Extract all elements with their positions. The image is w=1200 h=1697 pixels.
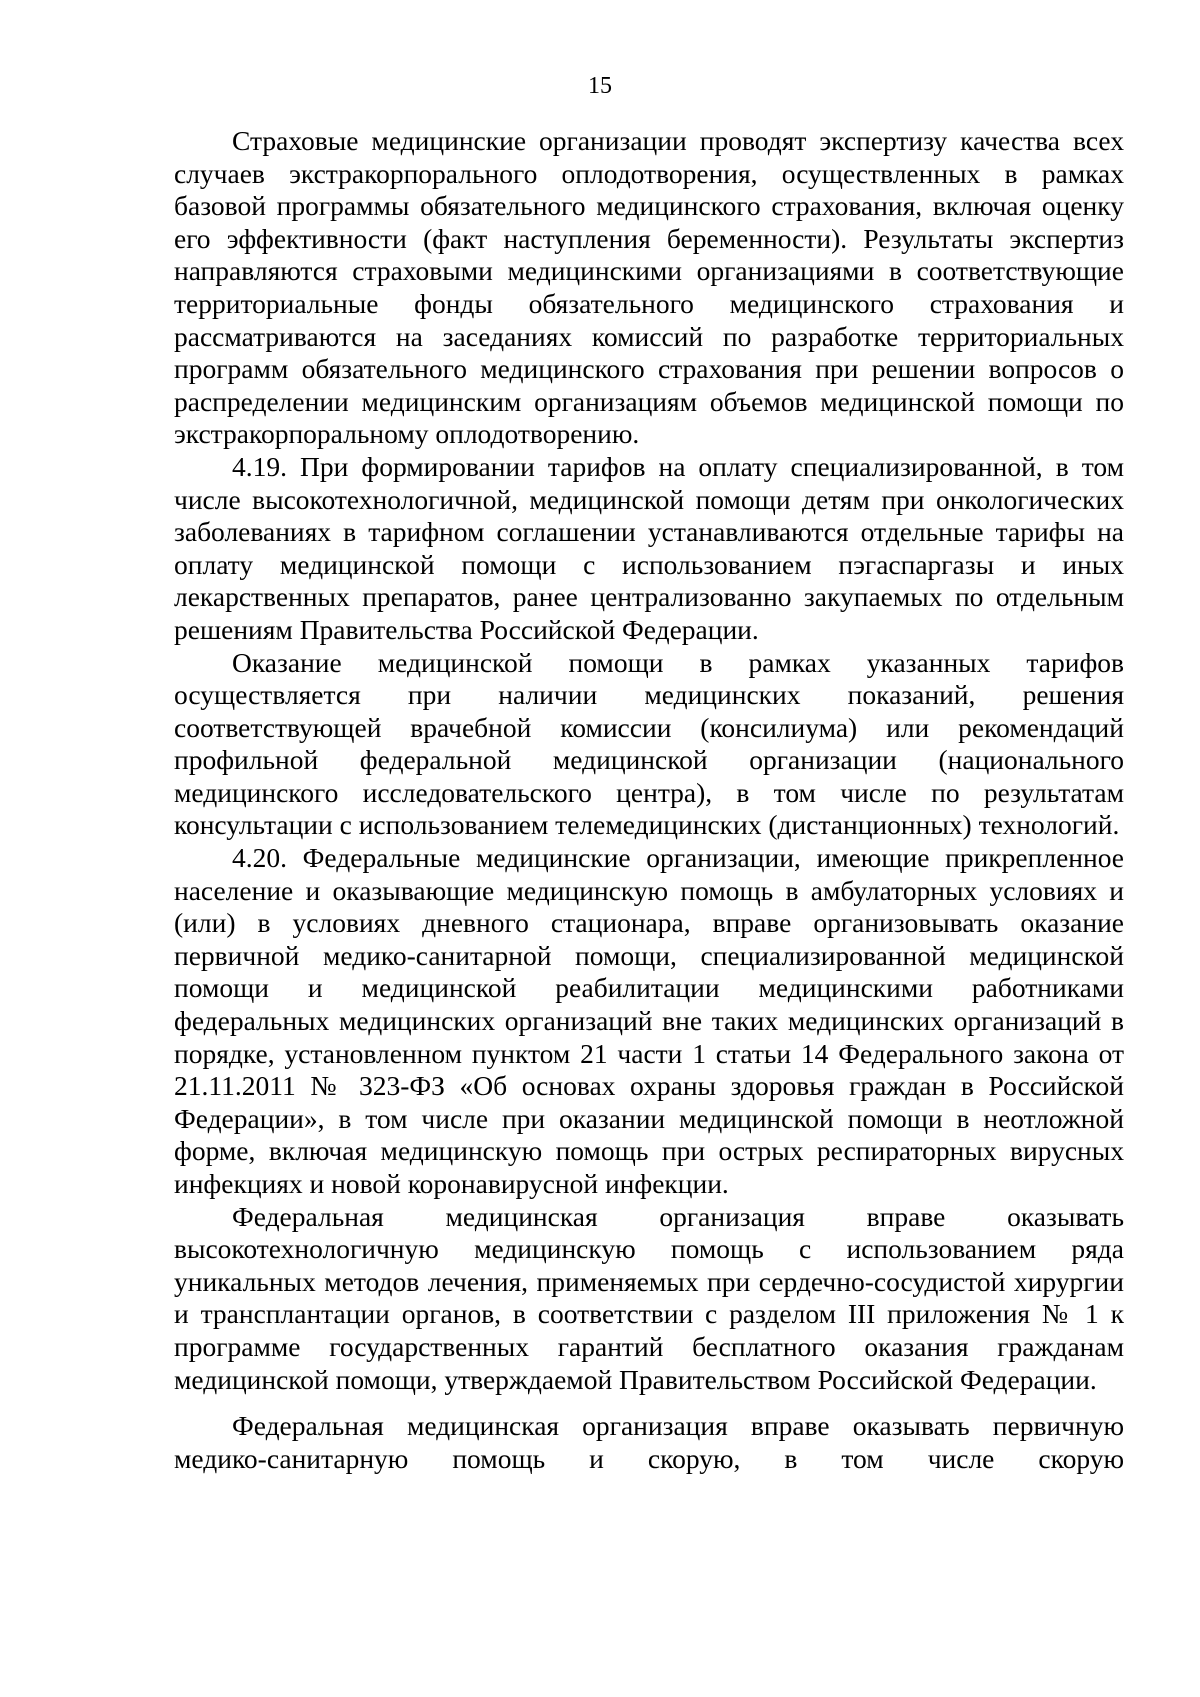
paragraph-4-20: 4.20. Федеральные медицинские организации, имеющие прикрепленное население и оказывающие медицинскую помощь в амбулаторных условиях и (или) в условиях дневного стационара, вправе организовывать оказание первичной медико-санитарной помощи, специализированной медицинской помощи и медицинской реабилитации медицинскими работниками федеральных медицинских организаций вне таких медицинских организаций в порядке, установленном пунктом 21 части 1 статьи 14 Федерального закона от 21.11.2011 № 323-ФЗ «Об основах охраны здоровья граждан в Российской Федерации», в том числе при оказании медицинской помощи в неотложной форме, включая медицинскую помощь при острых респираторных вирусных инфекциях и новой коронавирусной инфекции. (174, 842, 1124, 1199)
paragraph-tariff-conditions: Оказание медицинской помощи в рамках указанных тарифов осуществляется при наличии медицинских показаний, решения соответствующей врачебной комиссии (консилиума) или рекомендаций профильной федеральной медицинской организации (национального медицинского исследовательского центра), в том числе по результатам консультации с использованием телемедицинских (дистанционных) технологий. (174, 646, 1124, 841)
paragraph-4-19: 4.19. При формировании тарифов на оплату специализированной, в том числе высокотехнологичной, медицинской помощи детям при онкологических заболеваниях в тарифном соглашении устанавливаются отдельные тарифы на оплату медицинской помощи с использованием пэгаспаргазы и иных лекарственных препаратов, ранее централизованно закупаемых по отдельным решениям Правительства Российской Федерации. (174, 450, 1124, 645)
page-body (174, 125, 1124, 1475)
paragraph-primary-care: Федеральная медицинская организация вправе оказывать первичную медико-санитарную помощь и скорую, в том числе скорую (174, 1410, 1124, 1474)
page-number: 15 (588, 73, 612, 99)
paragraph-high-tech-care: Федеральная медицинская организация вправе оказывать высокотехнологичную медицинскую помощь с использованием ряда уникальных методов лечения, применяемых при сердечно-сосудистой хирургии и трансплантации органов, в соответствии с разделом III приложения № 1 к программе государственных гарантий бесплатного оказания гражданам медицинской помощи, утверждаемой Правительством Российской Федерации. (174, 1200, 1124, 1395)
paragraph-ivf-expertise: Страховые медицинские организации проводят экспертизу качества всех случаев экстракорпорального оплодотворения, осуществленных в рамках базовой программы обязательного медицинского страхования, включая оценку его эффективности (факт наступления беременности). Результаты экспертиз направляются страховыми медицинскими организациями в соответствующие территориальные фонды обязательного медицинского страхования и рассматриваются на заседаниях комиссий по разработке территориальных программ обязательного медицинского страхования при решении вопросов о распределении медицинским организациям объемов медицинской помощи по экстракорпоральному оплодотворению. (174, 125, 1124, 450)
